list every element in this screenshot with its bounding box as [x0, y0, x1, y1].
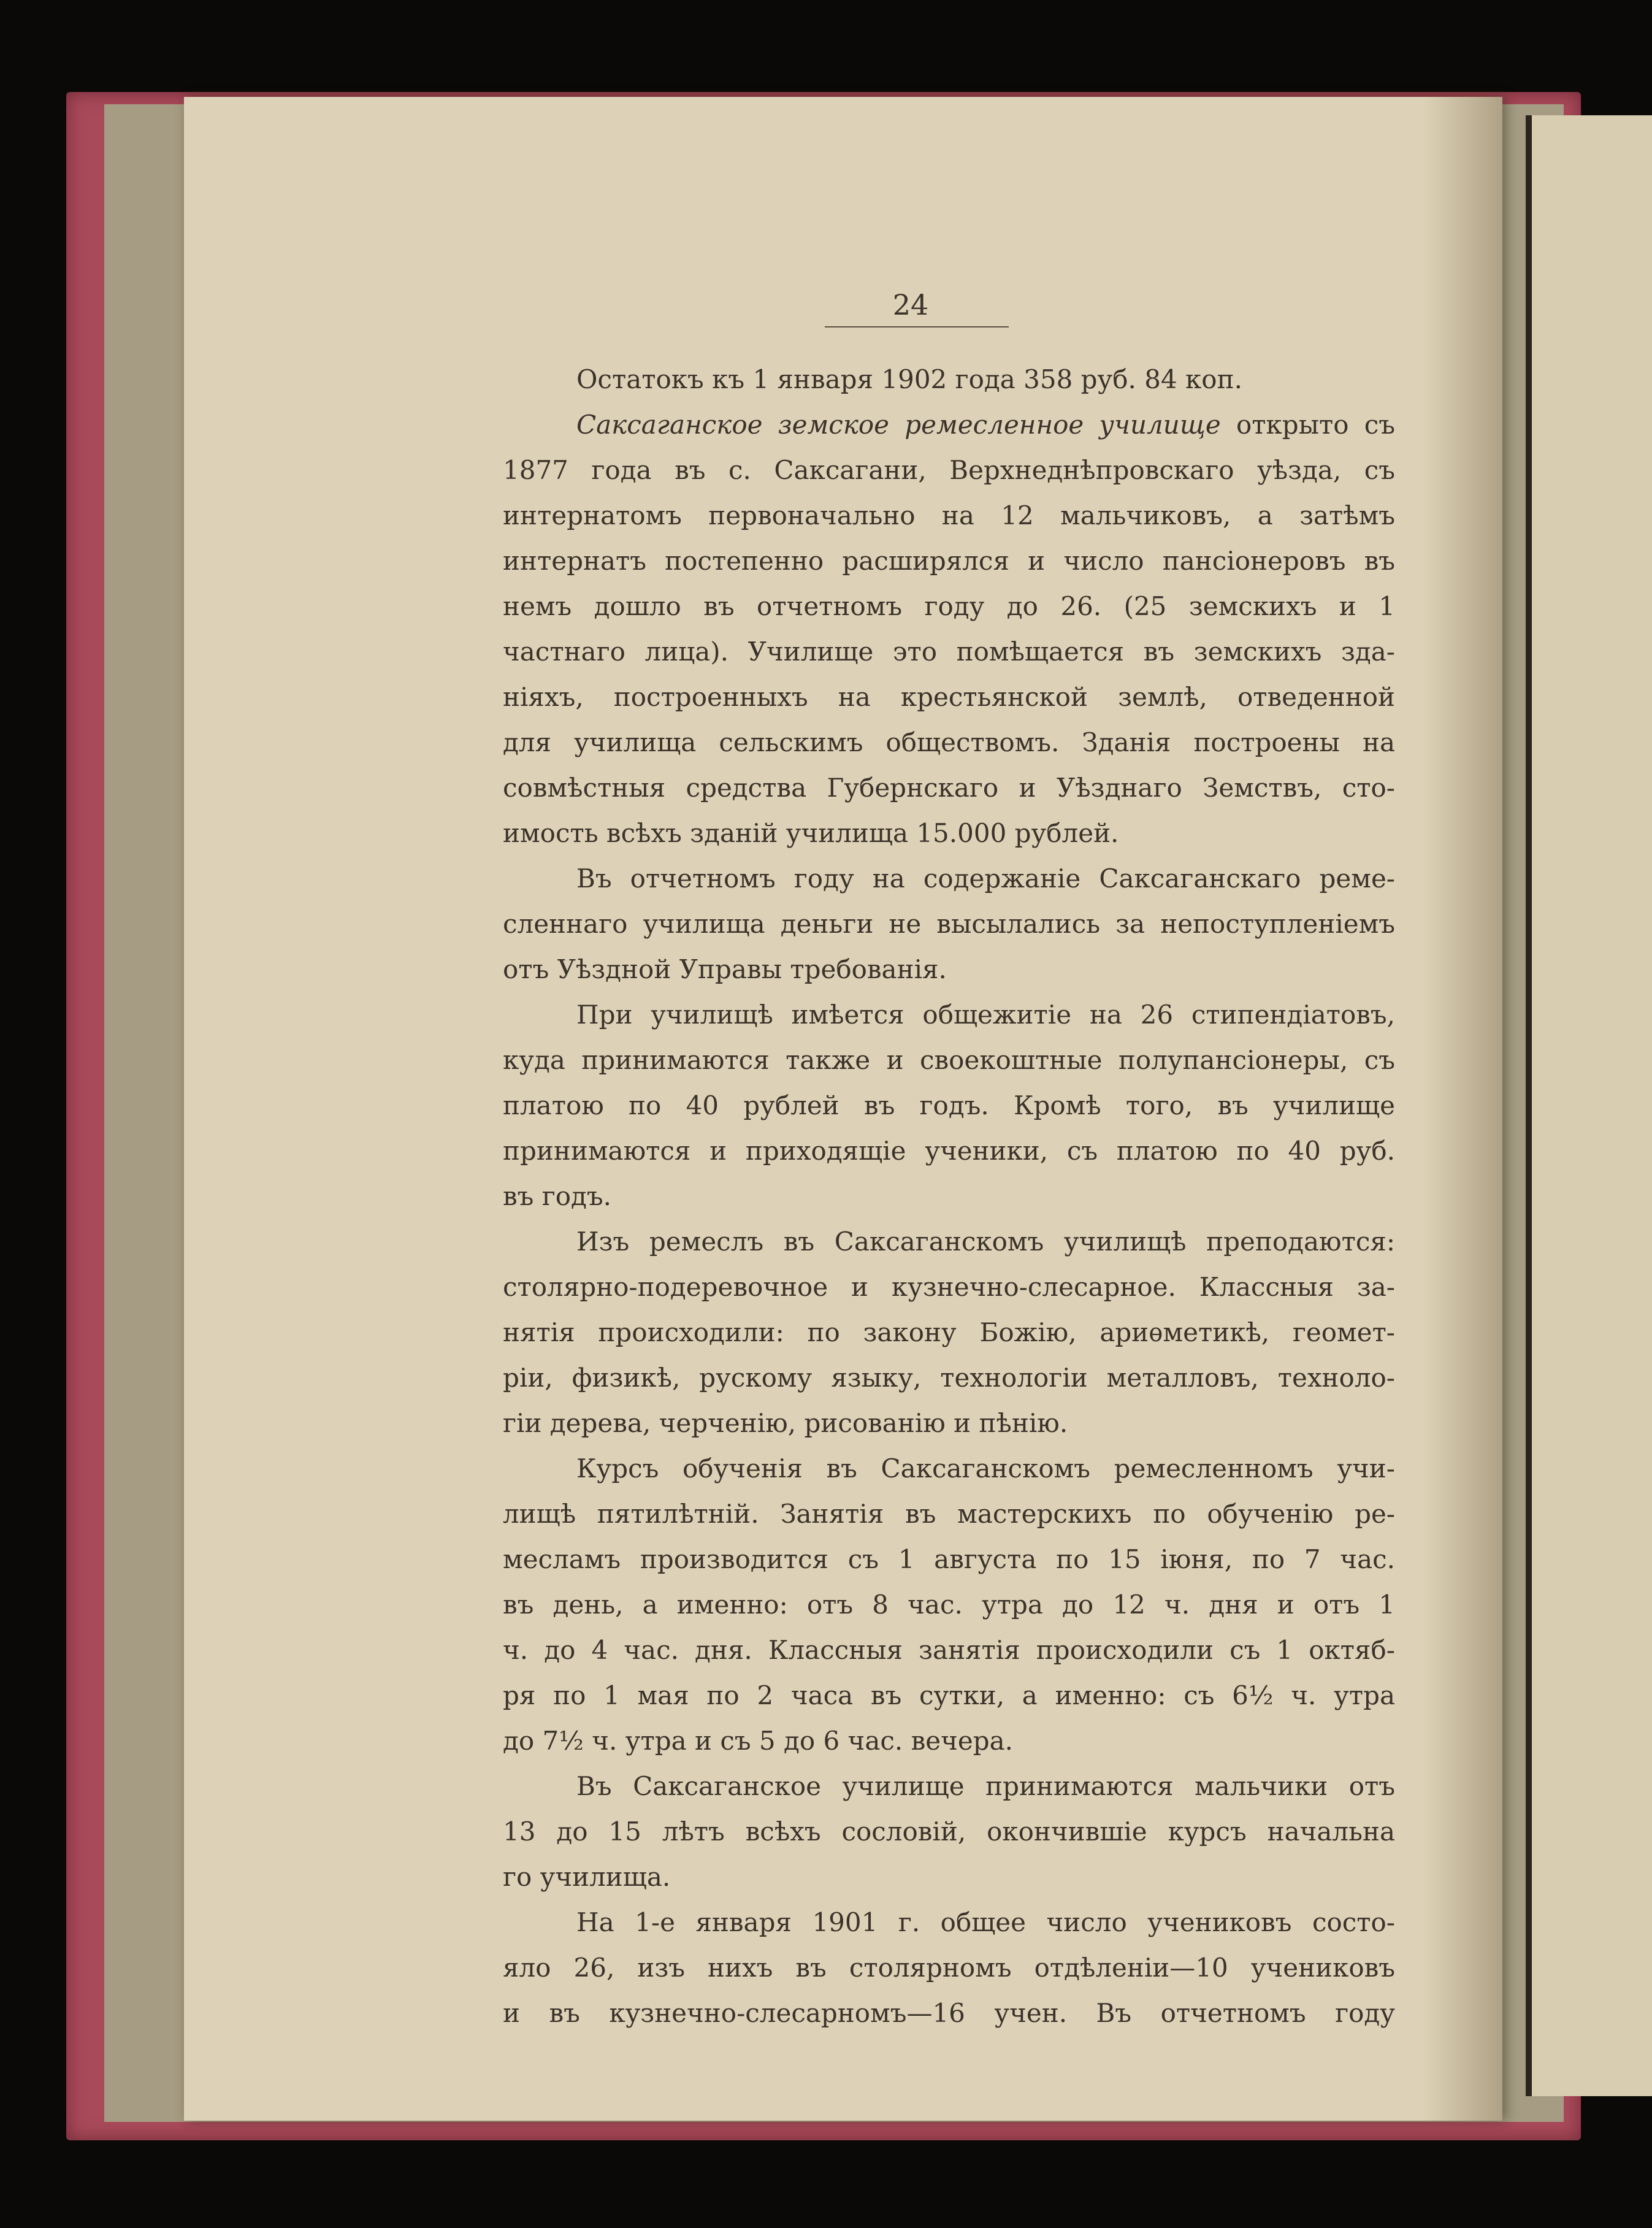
- text-line: принимаются и приходящіе ученики, съ платою по 40 руб.: [503, 1136, 1395, 1166]
- page-number-rule: [825, 326, 1009, 327]
- text-line: до 7½ ч. утра и съ 5 до 6 час. вечера.: [503, 1726, 1013, 1756]
- text-line: интернатъ постепенно расширялся и число пансіонеровъ въ: [503, 546, 1395, 576]
- text-line: столярно-подеревочное и кузнечно-слесарное. Классныя за-: [503, 1272, 1395, 1302]
- next-page-edge: [1526, 115, 1652, 2096]
- text-line: месламъ производится съ 1 августа по 15 іюня, по 7 час.: [503, 1544, 1395, 1574]
- text-line: яло 26, изъ нихъ въ столярномъ отдѣленіи—10 учениковъ: [503, 1953, 1395, 1983]
- text-line: го училища.: [503, 1862, 671, 1892]
- text-line: ніяхъ, построенныхъ на крестьянской землѣ, отведенной: [503, 682, 1395, 712]
- text-line: Въ Саксаганское училище принимаются мальчики отъ: [576, 1771, 1395, 1801]
- text-line: нятія происходили: по закону Божію, ариѳметикѣ, геомет-: [503, 1317, 1395, 1347]
- text-line: въ годъ.: [503, 1181, 611, 1211]
- text-line: совмѣстныя средства Губернскаго и Уѣзднаго Земствъ, сто-: [503, 773, 1395, 803]
- text-line: сленнаго училища деньги не высылались за непоступленіемъ: [503, 909, 1395, 939]
- text-line: [503, 402, 1395, 448]
- text-line: частнаго лица). Училище это помѣщается въ земскихъ зда-: [503, 637, 1395, 667]
- text-line: При училищѣ имѣется общежитіе на 26 стипендіатовъ,: [576, 1000, 1395, 1030]
- text-line: На 1-е января 1901 г. общее число учениковъ состо-: [576, 1907, 1395, 1937]
- spine-shadow: [1423, 97, 1502, 2121]
- text-line: отъ Уѣздной Управы требованія.: [503, 954, 947, 984]
- text-line: ріи, физикѣ, рускому языку, технологіи металловъ, техноло-: [503, 1363, 1395, 1393]
- text-line: гіи дерева, черченію, рисованію и пѣнію.: [503, 1408, 1068, 1438]
- text-line: 13 до 15 лѣтъ всѣхъ сословій, окончившіе курсъ начальна: [503, 1816, 1395, 1847]
- text-line: платою по 40 рублей въ годъ. Кромѣ того, въ училище: [503, 1090, 1395, 1120]
- text-line: немъ дошло въ отчетномъ году до 26. (25 земскихъ и 1: [503, 591, 1395, 621]
- text-line: 1877 года въ с. Саксагани, Верхнеднѣпровскаго уѣзда, съ: [503, 455, 1395, 485]
- page-number: 24: [892, 288, 929, 321]
- text-line: лищѣ пятилѣтній. Занятія въ мастерскихъ по обученію ре-: [503, 1499, 1395, 1529]
- text-line: Изъ ремеслъ въ Саксаганскомъ училищѣ преподаются:: [576, 1227, 1395, 1257]
- text-line: ч. до 4 час. дня. Классныя занятія происходили съ 1 октяб-: [503, 1635, 1395, 1665]
- body-text: [503, 357, 1395, 2036]
- text-line: Въ отчетномъ году на содержаніе Саксаганскаго реме-: [576, 863, 1395, 894]
- text-line: для училища сельскимъ обществомъ. Зданія построены на: [503, 727, 1395, 757]
- text-line: Курсъ обученія въ Саксаганскомъ ремесленномъ учи-: [576, 1453, 1395, 1483]
- text-line: ря по 1 мая по 2 часа въ сутки, а именно: съ 6½ ч. утра: [503, 1680, 1395, 1710]
- text-line: куда принимаются также и своекоштные полупансіонеры, съ: [503, 1045, 1395, 1075]
- text-line: интернатомъ первоначально на 12 мальчиковъ, а затѣмъ: [503, 500, 1395, 530]
- line-text: открыто съ: [1236, 410, 1395, 440]
- text-line: и въ кузнечно-слесарномъ—16 учен. Въ отчетномъ году: [503, 1998, 1395, 2028]
- text-line: въ день, а именно: отъ 8 час. утра до 12 ч. дня и отъ 1: [503, 1590, 1395, 1620]
- italic-heading: Саксаганское земское ремесленное училище: [576, 410, 1236, 440]
- text-line: Остатокъ къ 1 января 1902 года 358 руб. 84 коп.: [576, 364, 1242, 394]
- text-line: имость всѣхъ зданій училища 15.000 рублей.: [503, 818, 1119, 848]
